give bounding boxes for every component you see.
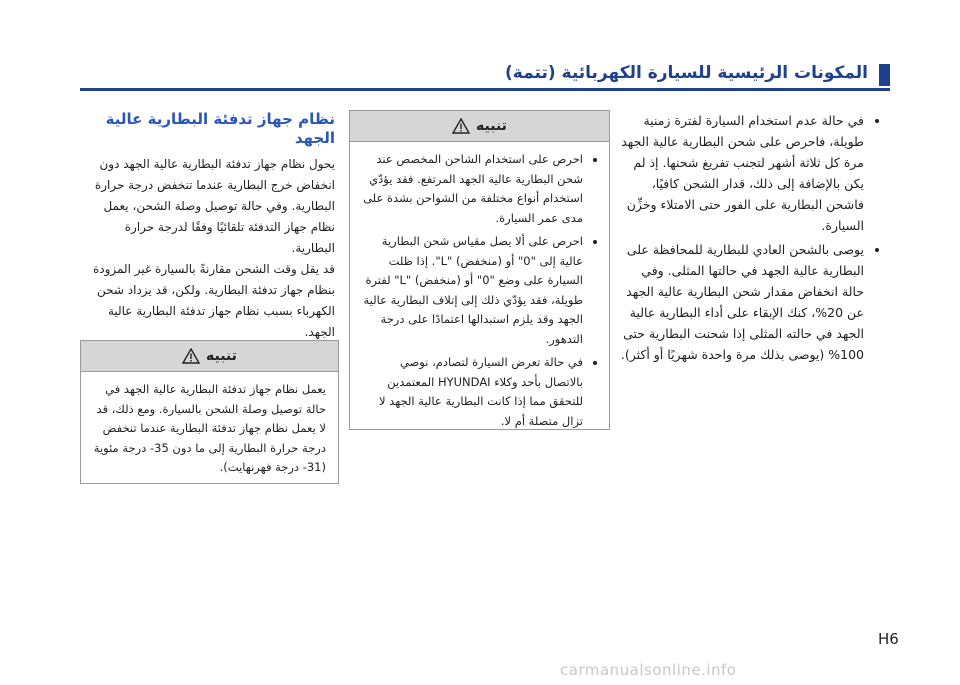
caution-text: يعمل نظام جهاز تدفئة البطارية عالية الجهد في حالة توصيل وصلة الشحن بالسيارة. ومع ذلك، قد لا يعمل نظام جهاز تدفئة البطارية عندما تنخفض درجة حرارة البطارية إلى ما دون 35- درجة مئوية (31- درجة فهرنهايت). — [93, 382, 326, 474]
left-column — [80, 110, 335, 343]
caution-box — [349, 110, 610, 430]
title-marker — [879, 64, 890, 86]
caution-title: تنبيه — [476, 118, 507, 134]
section-title-bar — [80, 62, 890, 91]
caution-body — [350, 142, 609, 443]
caution-header — [81, 341, 338, 372]
right-column — [620, 110, 880, 368]
body-paragraph: قد يقل وقت الشحن مقارنةً بالسيارة غير المزودة بنظام جهاز تدفئة البطارية. ولكن، قد يزداد شحن الكهرباء بسبب نظام جهاز تدفئة البطارية عالية الجهد. — [92, 262, 335, 339]
warning-triangle-icon — [452, 118, 470, 134]
bullet-item: • في حالة عدم استخدام السيارة لفترة زمنية طويلة، فاحرص على شحن البطارية عالية الجهد مرة كل ثلاثة أشهر لتجنب تفريغ شحنها. إذ لم يكن بالإضافة إلى ذلك، قدار الشحن كافيًا، فاشحن البطارية على الفور حتى الامتلاء وخزِّن السيارة. — [620, 110, 864, 236]
caution-header — [350, 111, 609, 142]
caution-title: تنبيه — [206, 348, 237, 364]
section-title: المكونات الرئيسية للسيارة الكهربائية (تتمة) — [505, 63, 868, 83]
caution-body — [81, 372, 338, 486]
body-paragraph: يحول نظام جهاز تدفئة البطارية عالية الجهد دون انخفاض خرج البطارية عندما تنخفض درجة حرارة البطارية. وفي حالة توصيل وصلة الشحن، يعمل نظام جهاز التدفئة تلقائيًا وفقًا لدرجة حرارة البطارية. — [94, 157, 335, 255]
bullet-list — [620, 110, 880, 365]
caution-item: • احرص على استخدام الشاحن المخصص عند شحن البطارية عالية الجهد المرتفع. فقد يؤدّي استخدام أنواع مختلفة من الشواحن بشدة على مدى عمر السيارة. — [360, 150, 583, 228]
caution-item: • في حالة تعرض السيارة لتصادم، نوصي بالاتصال بأحد وكلاء HYUNDAI المعتمدين للتحقق مما إذا كانت البطارية عالية الجهد لا تزال متصلة أم لا. — [360, 353, 583, 431]
watermark: carmanualsonline.info — [560, 661, 737, 679]
subsection-heading: نظام جهاز تدفئة البطارية عالية الجهد — [105, 110, 335, 147]
bullet-item: • يوصى بالشحن العادي للبطارية للمحافظة على البطارية عالية الجهد في حالتها المثلى. وفي حالة انخفاض مقدار شحن البطارية عالية الجهد عن 20%، كنك الإبقاء على أداء البطارية عالية الجهد في حالته المثلى إذا شحنت البطارية حتى 100% (يوصى بذلك مرة واحدة شهريًا أو أكثر). — [620, 239, 864, 365]
warning-triangle-icon — [182, 348, 200, 364]
caution-list — [360, 150, 597, 431]
caution-item: • احرص على ألا يصل مقياس شحن البطارية عالية إلى "0" أو (منخفض) "L". إذا ظلت السيارة على وضع "0" أو (منخفض) "L" لفترة طويلة، فقد يؤدّي ذلك إلى إتلاف البطارية عالية الجهد وقد يلزم استبدالها اعتمادًا على درجة التدهور. — [360, 232, 583, 349]
caution-box-heater — [80, 340, 339, 484]
page-number: H6 — [878, 630, 899, 648]
